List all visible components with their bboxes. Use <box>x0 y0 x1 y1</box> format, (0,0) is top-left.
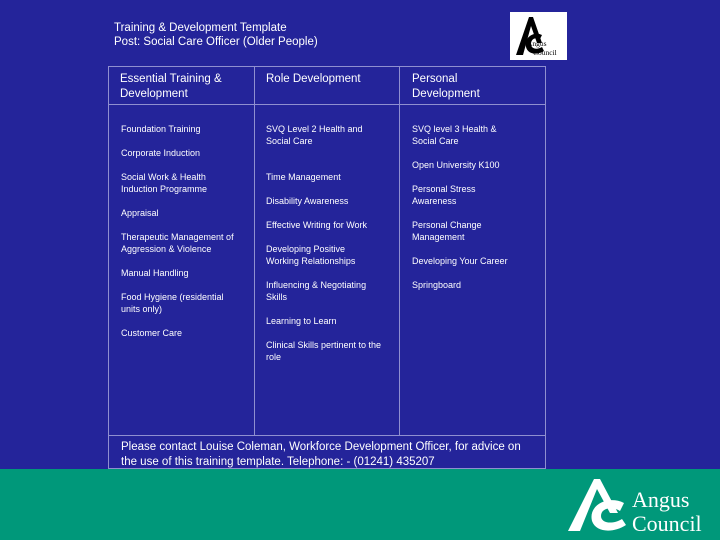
list-item: Food Hygiene (residential units only) <box>121 292 224 314</box>
column-header-personal: Personal Development <box>412 73 480 100</box>
list-item: SVQ level 3 Health & Social Care <box>412 124 497 146</box>
document-title <box>114 21 318 49</box>
title-line-1: Training & Development Template <box>114 22 287 34</box>
list-item: Appraisal <box>121 208 159 218</box>
column-header-essential: Essential Training & Development <box>120 73 222 100</box>
list-item: Social Work & Health Induction Programme <box>121 172 208 194</box>
logo-text-angus: Angus <box>527 39 547 48</box>
footer-divider <box>109 435 545 436</box>
logo-text-council: Council <box>632 511 702 536</box>
column-divider-1 <box>254 67 255 435</box>
list-item: Open University K100 <box>412 160 500 170</box>
logo-text-angus: Angus <box>632 487 690 512</box>
list-item: Effective Writing for Work <box>266 220 368 230</box>
title-line-2: Post: Social Care Officer (Older People) <box>114 36 318 48</box>
list-item: Personal Stress Awareness <box>412 184 476 206</box>
list-item: Developing Your Career <box>412 256 508 266</box>
list-item: Learning to Learn <box>266 316 337 326</box>
header-divider <box>109 104 545 105</box>
training-table <box>108 66 546 469</box>
column-header-role: Role Development <box>266 73 361 85</box>
angus-council-logo-small <box>510 12 567 60</box>
list-item: Influencing & Negotiating Skills <box>266 280 367 302</box>
column-divider-2 <box>399 67 400 435</box>
list-item: Personal Change Management <box>412 220 482 242</box>
list-item: Corporate Induction <box>121 148 201 158</box>
list-item: Manual Handling <box>121 268 189 278</box>
list-item: Clinical Skills pertinent to the role <box>266 340 382 362</box>
logo-text-council: Council <box>533 48 557 57</box>
list-item: Foundation Training <box>121 124 201 134</box>
list-item: Disability Awareness <box>266 196 349 206</box>
list-item: Customer Care <box>121 328 183 338</box>
footer-bar <box>0 469 720 540</box>
list-item: Developing Positive Working Relationships <box>266 244 356 266</box>
contact-note: Please contact Louise Coleman, Workforce Development Officer, for advice on the use of this training template. Telephone: - (01241) 435207 <box>121 441 521 468</box>
list-item: SVQ Level 2 Health and Social Care <box>266 124 363 146</box>
list-item: Therapeutic Management of Aggression & Violence <box>121 232 234 254</box>
list-item: Springboard <box>412 280 462 290</box>
list-item: Time Management <box>266 172 341 182</box>
angus-emblem-icon <box>566 475 630 535</box>
